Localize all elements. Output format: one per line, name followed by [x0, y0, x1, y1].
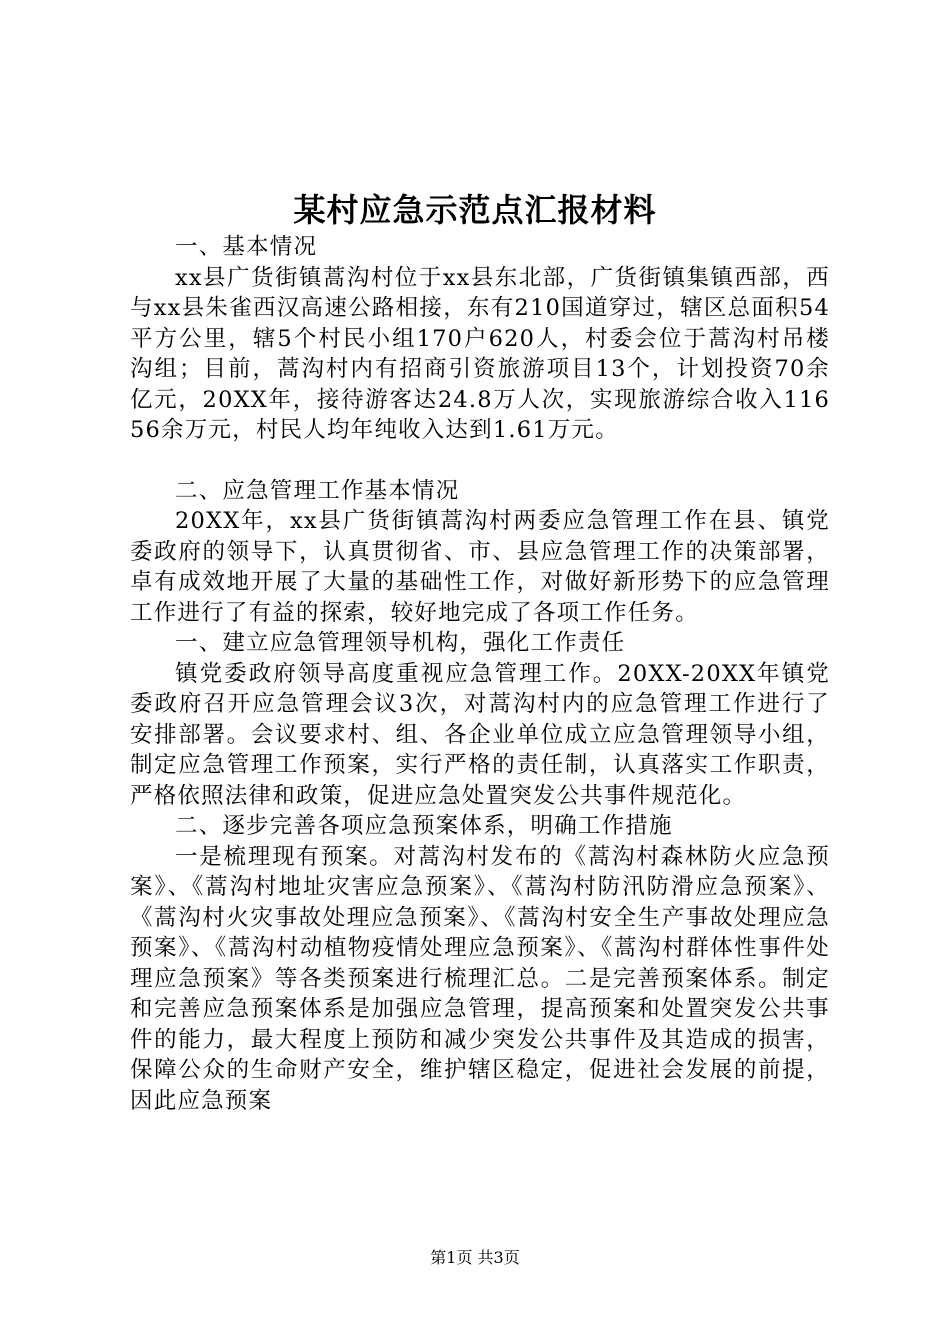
subsection-heading-leadership: 一、建立应急管理领导机构，强化工作责任: [175, 630, 626, 656]
subsection-heading-plans: 二、逐步完善各项应急预案体系，明确工作措施: [175, 813, 673, 839]
document-body: [130, 232, 830, 1116]
section-heading-basic-info: 一、基本情况: [175, 234, 318, 260]
section-heading-emergency-work: 二、应急管理工作基本情况: [175, 477, 460, 504]
paragraph-basic-info: xx县广货街镇蒿沟村位于xx县东北部，广货街镇集镇西部，西与xx县朱雀西汉高速公路相接，东有210国道穿过，辖区总面积54平方公里，辖5个村民小组170户620人，村委会位于蒿沟村吊楼沟组；目前，蒿沟村内有招商引资旅游项目13个，计划投资70余亿元，20XX年，接待游客达24.8万人次，实现旅游综合收入11656余万元，村民人均年纯收入达到1.61万元。: [130, 264, 830, 443]
paragraph-plans: 一是梳理现有预案。对蒿沟村发布的《蒿沟村森林防火应急预案》、《蒿沟村地址灾害应急预案》、《蒿沟村防汛防滑应急预案》、《蒿沟村火灾事故处理应急预案》、《蒿沟村安全生产事故处理应急预案》、《蒿沟村动植物疫情处理应急预案》、《蒿沟村群体性事件处理应急预案》等各类预案进行梳理汇总。二是完善预案体系。制定和完善应急预案体系是加强应急管理，提高预案和处置突发公共事件的能力，最大程度上预防和减少突发公共事件及其造成的损害，保障公众的生命财产安全，维护辖区稳定，促进社会发展的前提，因此应急预案: [130, 843, 830, 1114]
page-number-footer: 第1页 共3页: [430, 1248, 520, 1267]
document-title: 某村应急示范点汇报材料: [293, 191, 657, 229]
paragraph-leadership: 镇党委政府领导高度重视应急管理工作。20XX-20XX年镇党委政府召开应急管理会议3次，对蒿沟村内的应急管理工作进行了安排部署。会议要求村、组、各企业单位成立应急管理领导小组，制定应急管理工作预案，实行严格的责任制，认真落实工作职责，严格依照法律和政策，促进应急处置突发公共事件规范化。: [130, 660, 830, 809]
paragraph-emergency-work: 20XX年，xx县广货街镇蒿沟村两委应急管理工作在县、镇党委政府的领导下，认真贯彻省、市、县应急管理工作的决策部署，卓有成效地开展了大量的基础性工作，对做好新形势下的应急管理工作进行了有益的探索，较好地完成了各项工作任务。: [130, 508, 830, 626]
